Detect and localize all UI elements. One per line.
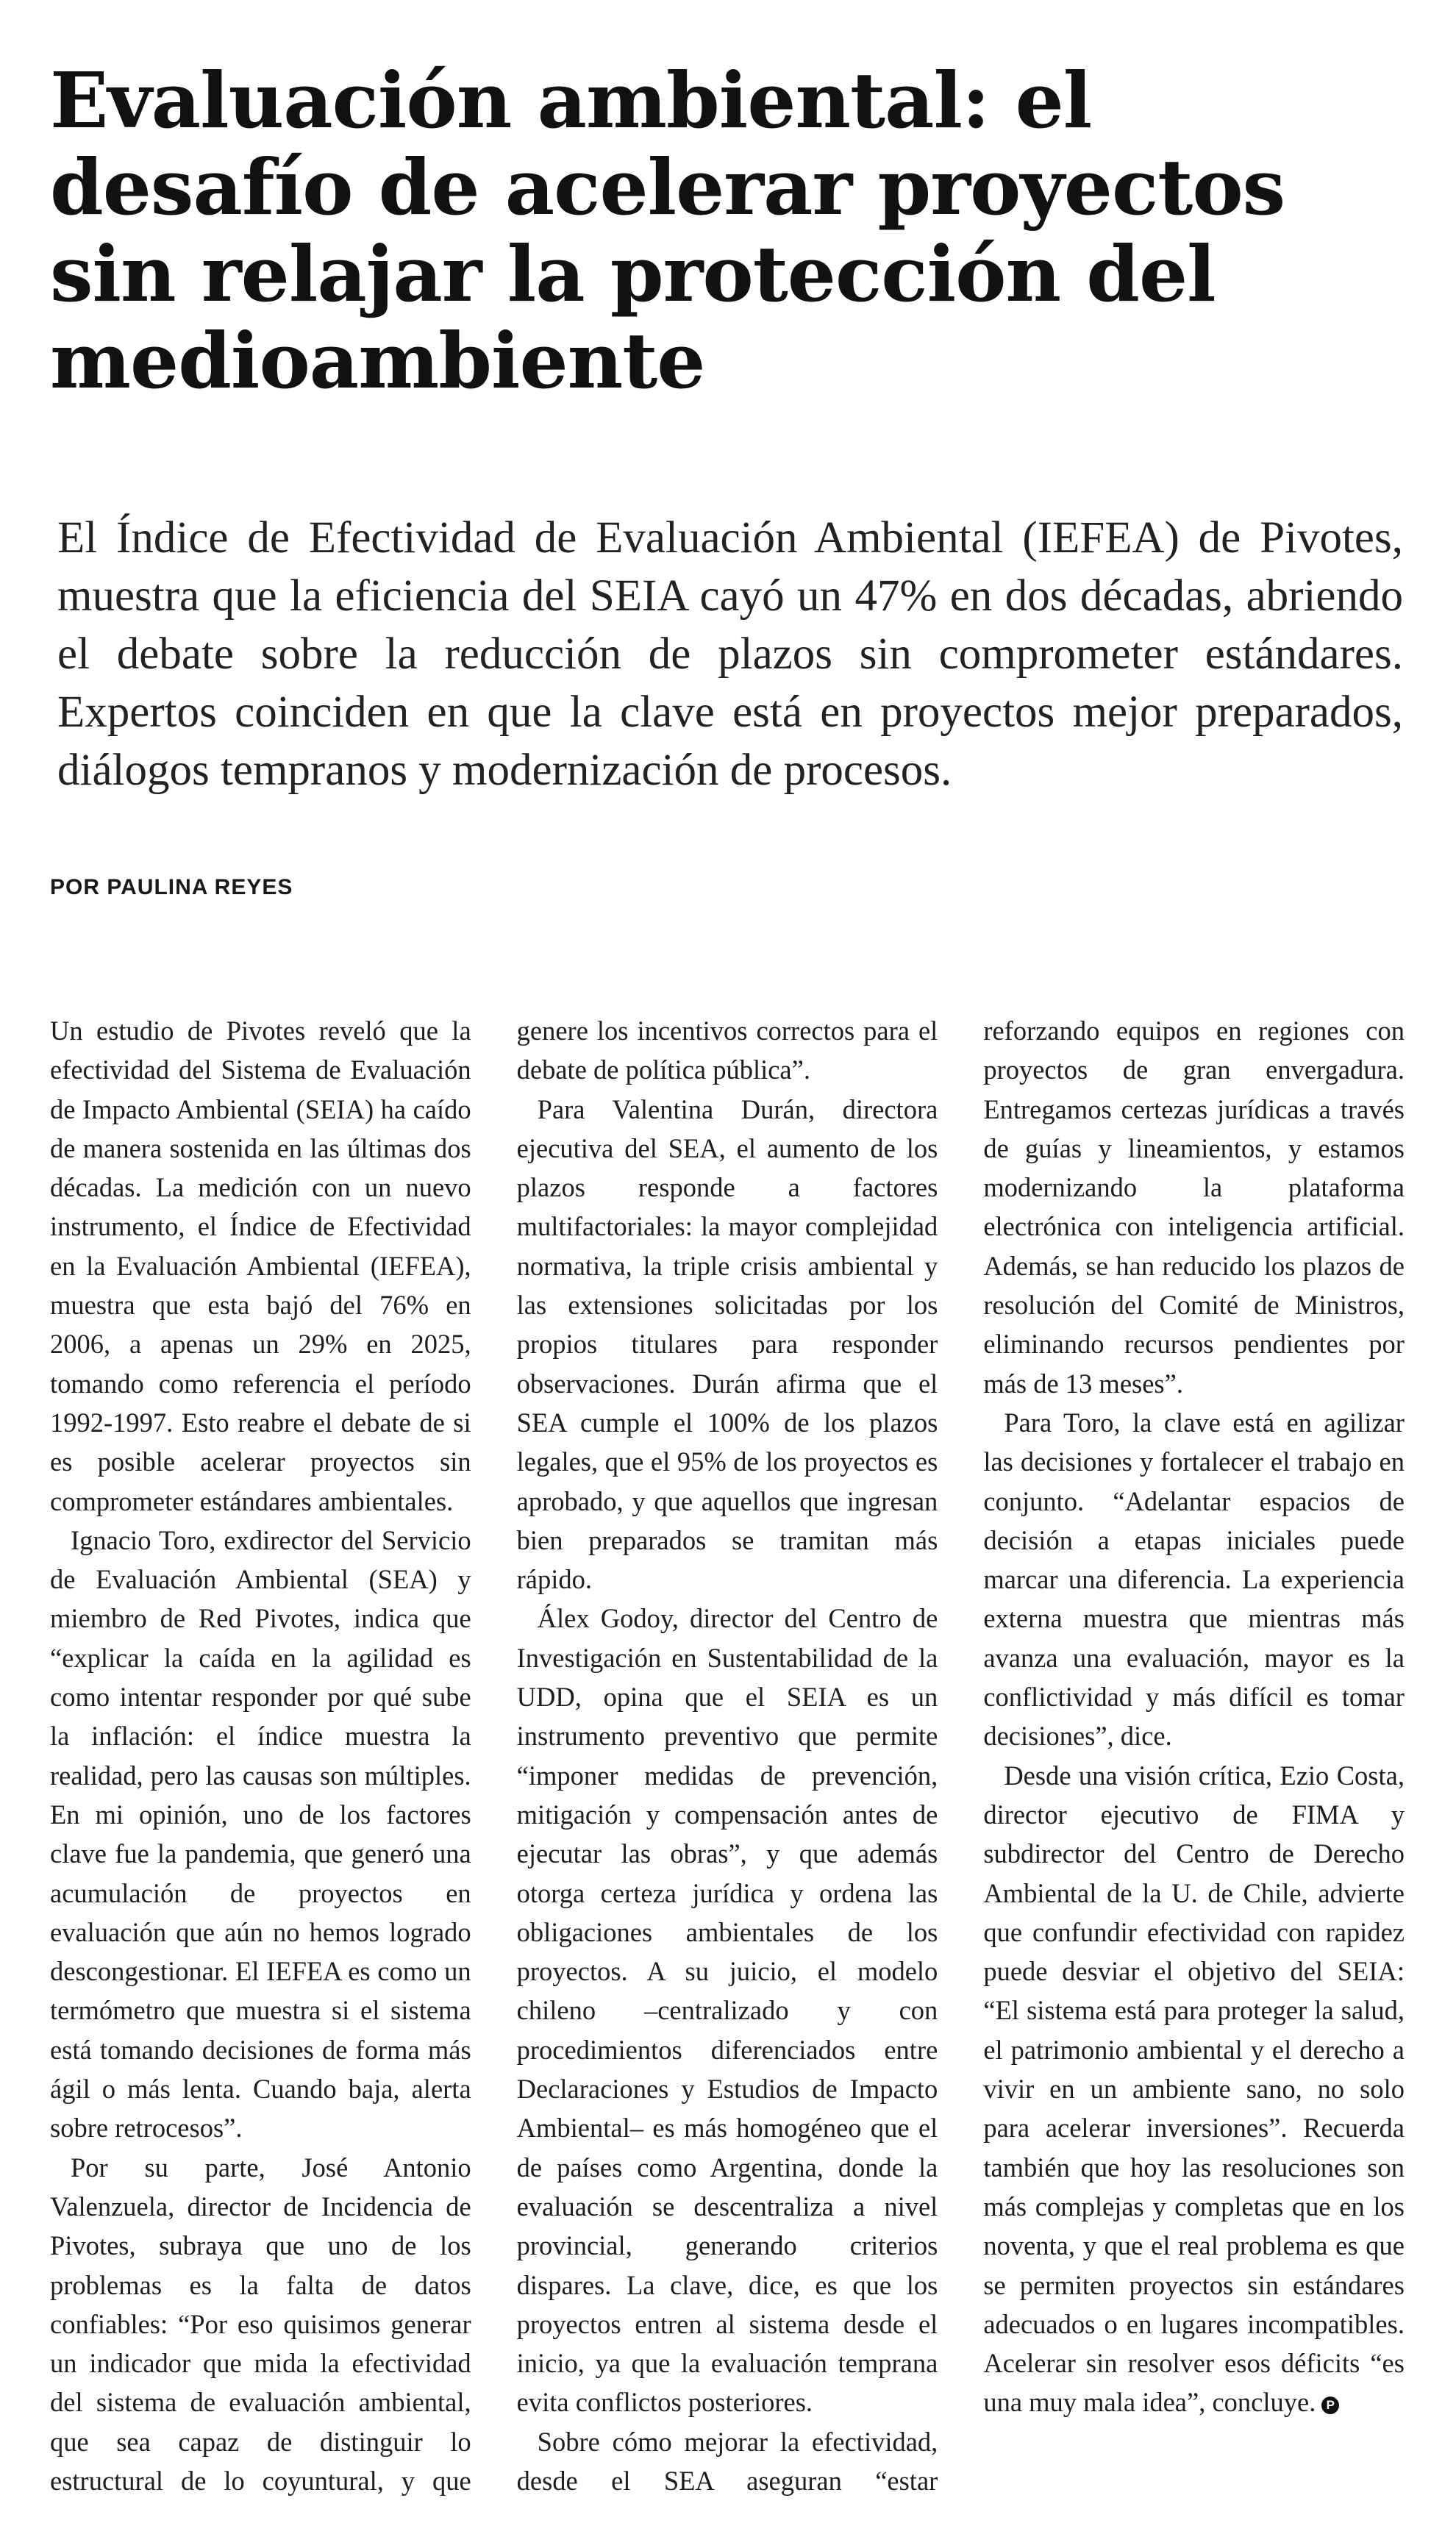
body-paragraph: Álex Godoy, director del Centro de Investigación en Sustentabilidad de la UDD, opina que el SEIA es un instrumento preventivo que permite “imponer medidas de prevención, mitigación y compensación antes de ejecutar las obras”, y que además otorga certeza jurídica y ordena las obligaciones ambientales de los proyectos. A su juicio, el modelo chileno –centralizado y con procedimientos diferenciados entre Declaraciones y Estudios de Impacto Ambiental– es más homogéneo que el de países como Argentina, donde la evaluación se descentraliza a nivel provincial, generando criterios dispares. La clave, dice, es que los proyectos entren al sistema desde el inicio, ya que la evaluación temprana evita conflictos posteriores. xyxy=(516,1603,938,2418)
headline: Evaluación ambiental: el desafío de acelerar proyectos sin relajar la protección del medioambiente xyxy=(50,55,1285,406)
end-of-article-icon: P xyxy=(1321,2397,1339,2414)
standfirst: El Índice de Efectividad de Evaluación Ambiental (IEFEA) de Pivotes, muestra que la eficiencia del SEIA cayó un 47% en dos décadas, abriendo el debate sobre la reducción de plazos sin comprometer estándares. Expertos coinciden en que la clave está en proyectos mejor preparados, diálogos tempranos y modernización de procesos. xyxy=(57,513,1403,795)
body-paragraph-last xyxy=(983,1756,1405,2422)
body-paragraph: Ignacio Toro, exdirector del Servicio de Evaluación Ambiental (SEA) y miembro de Red Pivotes, indica que “explicar la caída en la agilidad es como intentar responder por qué sube la inflación: el índice muestra la realidad, pero las causas son múltiples. En mi opinión, uno de los factores clave fue la pandemia, que generó una acumulación de proyectos en evaluación que aún no hemos logrado descongestionar. El IEFEA es como un termómetro que muestra si el sistema está tomando decisiones de forma más ágil o más lenta. Cuando baja, alerta sobre retrocesos”. xyxy=(50,1524,471,2144)
body-paragraph: Para Toro, la clave está en agilizar las decisiones y fortalecer el trabajo en conjunto. “Adelantar espacios de decisión a etapas iniciales puede marcar una diferencia. La experiencia externa muestra que mientras más avanza una evaluación, mayor es la conflictividad y más difícil es tomar decisiones”, dice. xyxy=(983,1407,1405,1752)
body-paragraph: Para Valentina Durán, directora ejecutiva del SEA, el aumento de los plazos responde a factores multifactoriales: la mayor complejidad normativa, la triple crisis ambiental y las extensiones solicitadas por los propios titulares para responder observaciones. Durán afirma que el SEA cumple el 100% de los plazos legales, que el 95% de los proyectos es aprobado, y que aquellos que ingresan bien preparados se tramitan más rápido. xyxy=(516,1093,938,1595)
body-paragraph: Un estudio de Pivotes reveló que la efectividad del Sistema de Evaluación de Impacto Ambiental (SEIA) ha caído de manera sostenida en las últimas dos décadas. La medición con un nuevo instrumento, el Índice de Efectividad en la Evaluación Ambiental (IEFEA), muestra que esta bajó del 76% en 2006, a apenas un 29% en 2025, tomando como referencia el período 1992-1997. Esto reabre el debate de si es posible acelerar proyectos sin comprometer estándares ambientales. xyxy=(50,1016,471,1516)
article-body xyxy=(50,1011,1405,2511)
body-paragraph: Sobre cómo mejorar la efectividad, desde el SEA aseguran “estar reforzando equipos en regiones con proyectos de gran envergadura. Entregamos certezas jurídicas a través de guías y lineamientos, y estamos modernizando la plataforma electrónica con inteligencia artificial. Además, se han reducido los plazos de resolución del Comité de Ministros, eliminando recursos pendientes por más de 13 meses”. xyxy=(516,1016,1405,2496)
body-paragraph: Por su parte, José Antonio Valenzuela, director de Incidencia de Pivotes, subraya que uno de los problemas es la falta de datos confiables: “Por eso quisimos generar un indicador que mida la efectividad del sistema de evaluación ambiental, que sea capaz de distinguir lo estructural de lo coyuntural, y que genere los incentivos correctos para el debate de política pública”. xyxy=(50,1016,938,2496)
byline: POR PAULINA REYES xyxy=(50,875,293,899)
body-paragraph-text: Desde una visión crítica, Ezio Costa, director ejecutivo de FIMA y subdirector del Centro de Derecho Ambiental de la U. de Chile, advierte que confundir efectividad con rapidez puede desviar el objetivo del SEIA: “El sistema está para proteger la salud, el patrimonio ambiental y el derecho a vivir en un ambiente sano, no solo para acelerar inversiones”. Recuerda también que hoy las resoluciones son más complejas y completas que en los noventa, y que el real problema es que se permiten proyectos sin estándares adecuados o en lugares incompatibles. Acelerar sin resolver esos déficits “es una muy mala idea”, concluye. xyxy=(983,1760,1405,2418)
